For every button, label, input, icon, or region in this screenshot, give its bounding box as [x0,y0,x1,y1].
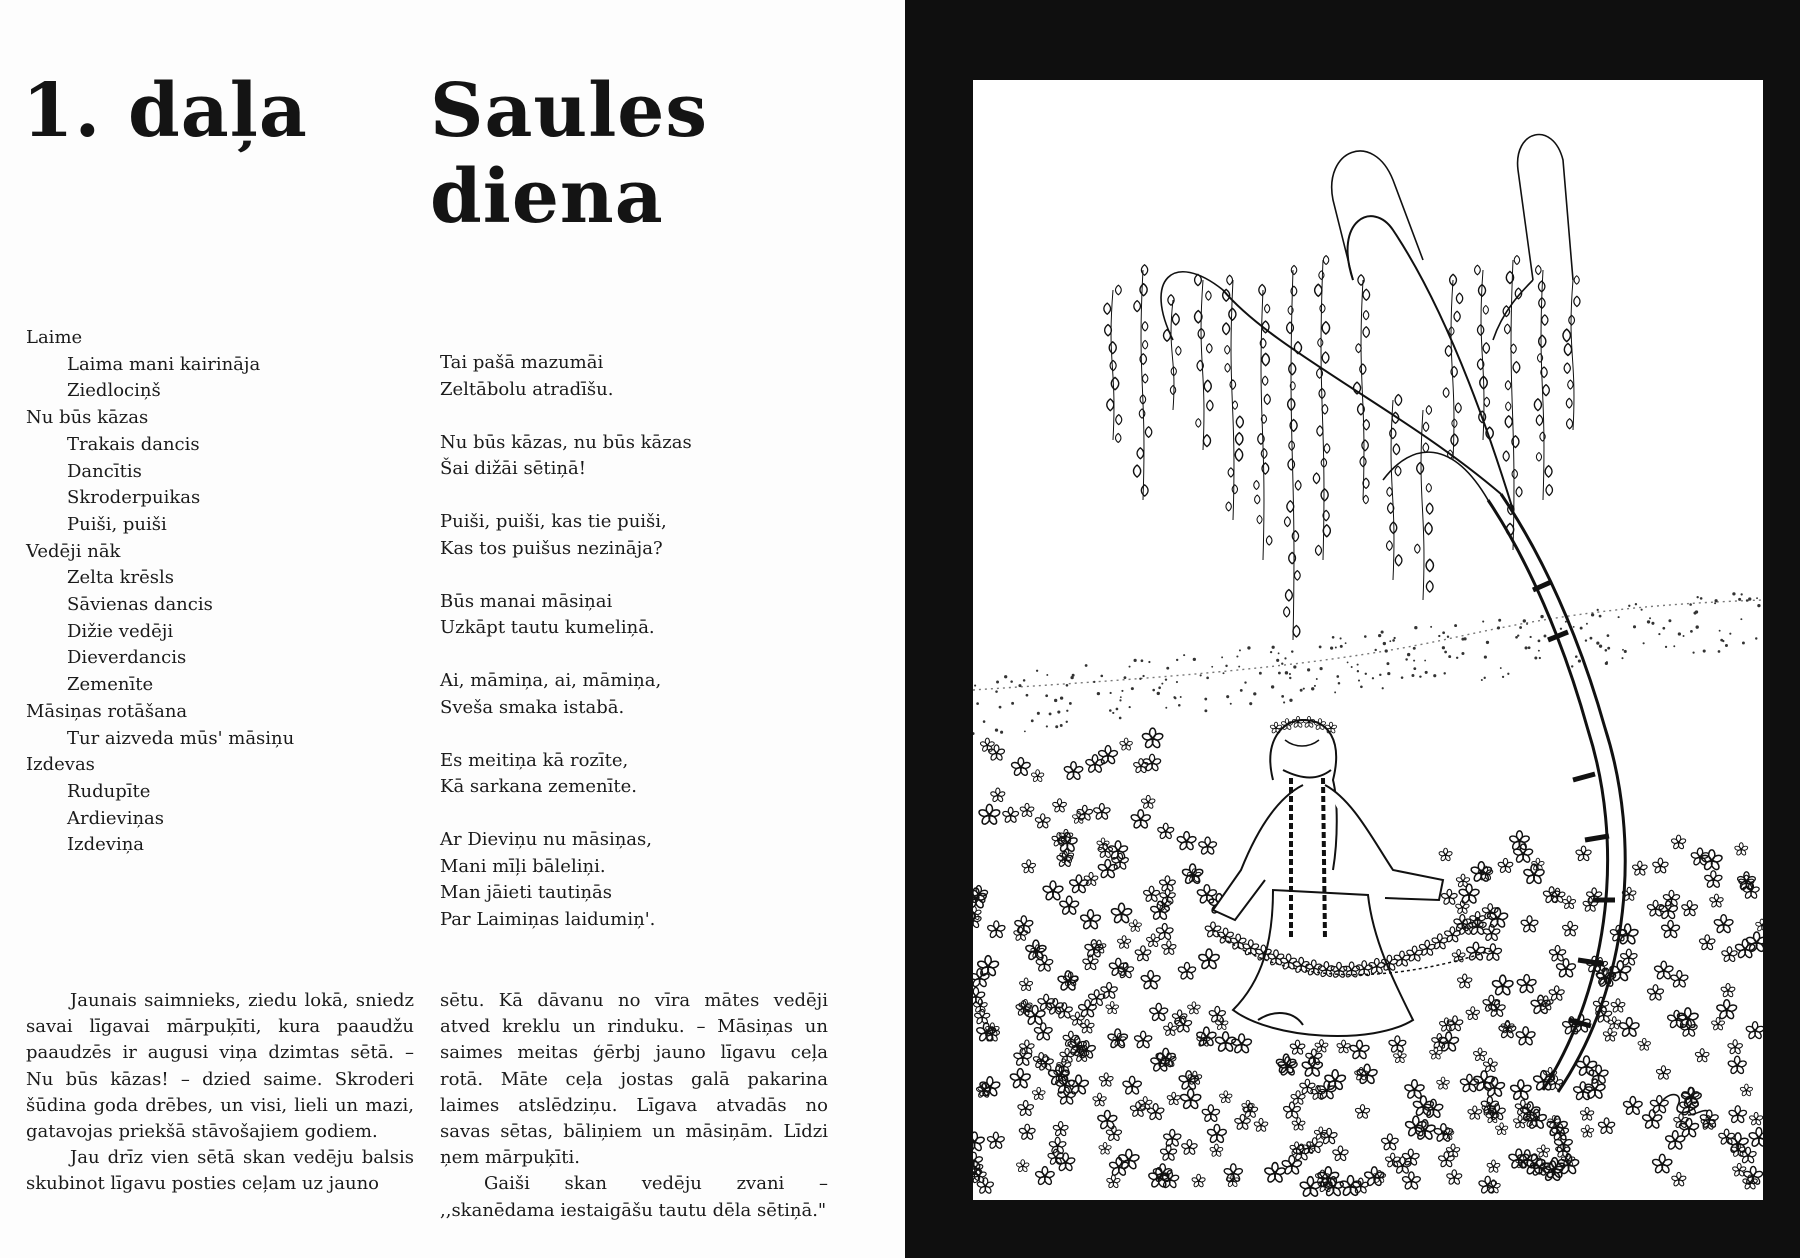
song-list-item: Nu būs kāzas [26,407,149,429]
poem-line: Uzkāpt tautu kumeliņā. [440,617,655,638]
song-list-item: Dancītis [67,460,142,482]
poem-stanza [440,350,860,403]
song-list-item: Puiši, puiši [67,513,167,535]
song-list-item: Ardieviņas [67,807,165,829]
song-list-item: Skroderpuikas [67,487,201,509]
song-list-item: Sāvienas dancis [67,594,213,616]
poem-line: Kā sarkana zemenīte. [440,776,637,797]
poem-stanza [440,509,860,562]
right-page [905,0,1800,1258]
poem-stanza [440,589,860,642]
prose-column-left [26,988,414,1198]
song-list-item: Izdevas [26,754,95,776]
poem-line: Ar Dieviņu nu māsiņas, [440,829,652,850]
poem-line: Zeltābolu atradīšu. [440,378,614,400]
poem-stanza [440,668,860,721]
poem-line: Par Laimiņas laidumiņ'. [440,908,656,930]
song-list-item: Laima mani kairināja [67,353,261,375]
song-list-item: Tur aizveda mūs' māsiņu [67,727,295,749]
poem-stanza [440,430,860,483]
prose-paragraph: sētu. Kā dāvanu no vīra mātes vedēji atved kreklu un rinduku. – Māsiņas un saimes meitas ģērbj jauno līgavu ceļa rotā. Māte ceļa jostas galā pakarina laimes atslēdziņu. Līgava atvadās no savas sētas, bāliņiem un māsiņām. Līdzi ņem mārpuķīti. [440,990,828,1169]
artist-signature [1663,1095,1708,1115]
song-list-item: Rudupīte [67,780,151,802]
poem-line: Puiši, puiši, kas tie puiši, [440,511,667,532]
poem-line: Mani mīļi bāleliņi. [440,855,606,877]
song-list-item: Zemenīte [67,674,154,696]
song-list-item: Zelta krēsls [67,567,174,589]
song-list [26,325,406,859]
poem-line: Es meitiņa kā rozīte, [440,749,629,771]
chapter-title: Saules diena [430,68,709,240]
poem-line: Man jāieti tautiņās [440,882,613,903]
birch-girl-illustration [973,80,1763,1200]
prose-paragraph: Jaunais saimnieks, ziedu lokā, sniedz savai līgavai mārpuķīti, kura paaudžu paaudzēs ir augusi viņa dzimtas sētā. – Nu būs kāzas! – dzied saime. Skroderi šūdina goda drēbes, un visi, lieli un mazi, gatavojas priekšā stāvošajiem godiem. [26,990,414,1143]
hill-stipple [973,592,1763,735]
song-list-item: Dieverdancis [67,647,187,669]
poem-line: Šai dižāi sētiņā! [440,458,586,479]
poem-line: Tai pašā mazumāi [440,352,604,373]
song-list-item: Laime [26,327,83,348]
poem-line: Kas tos puišus nezināja? [440,537,663,559]
part-heading: 1. daļa [22,68,308,154]
poem-line: Ai, māmiņa, ai, māmiņa, [440,670,662,691]
illustration-panel [973,80,1763,1200]
song-list-item: Trakais dancis [67,433,200,455]
prose-paragraph: Gaiši skan vedēju zvani – ,,skanēdama iestaigāšu tautu dēla sētiņā." [440,1173,828,1221]
song-list-item: Māsiņas rotāšana [26,700,188,722]
song-list-item: Izdeviņa [67,834,145,856]
birch-leaves [1104,256,1580,640]
poem-stanza [440,827,860,933]
song-list-item: Vedēji nāk [26,540,121,562]
poem-line: Nu būs kāzas, nu būs kāzas [440,431,692,453]
prose-column-right [440,988,828,1224]
poem-line: Būs manai māsiņai [440,590,613,612]
prose-paragraph: Jau drīz vien sētā skan vedēju balsis skubinot līgavu posties ceļam uz jauno [26,1147,414,1195]
poem-line: Sveša smaka istabā. [440,696,625,718]
poem-stanza [440,748,860,801]
song-list-item: Ziedlociņš [67,380,161,402]
poem-verses [440,350,860,960]
girl-figure [1213,720,1493,1036]
song-list-item: Dižie vedēji [67,620,174,642]
